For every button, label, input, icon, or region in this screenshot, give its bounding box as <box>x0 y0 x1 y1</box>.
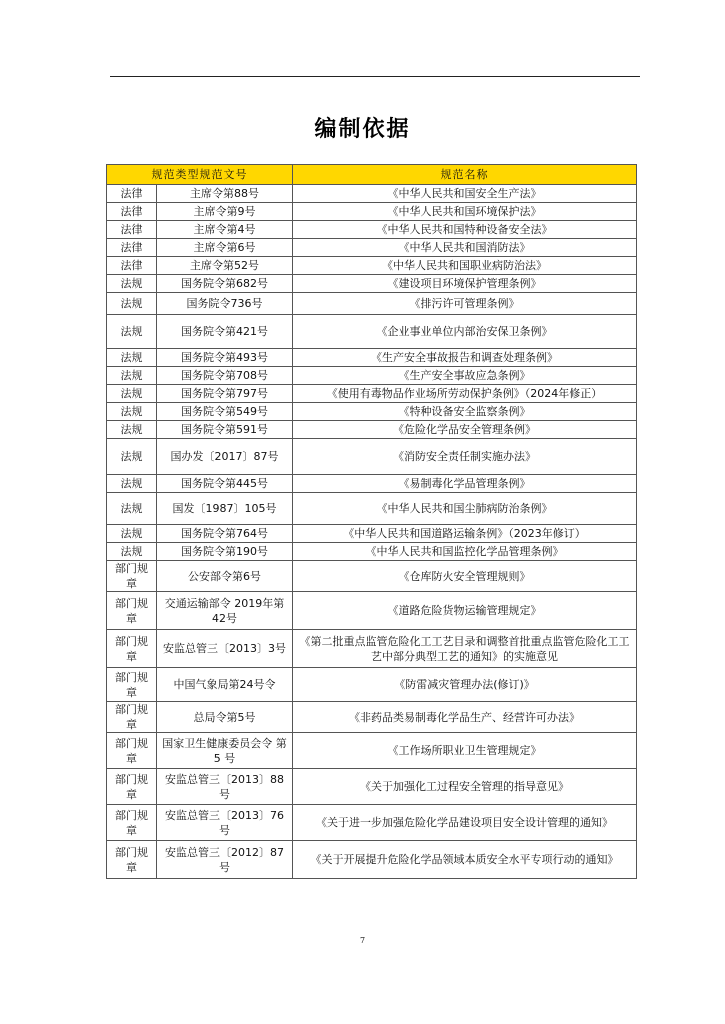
row-docno-cell: 主席令第52号 <box>157 257 293 275</box>
row-type-cell: 部门规章 <box>107 769 157 805</box>
row-docno-cell: 安监总管三〔2012〕87号 <box>157 841 293 879</box>
row-docno-cell: 国办发〔2017〕87号 <box>157 439 293 475</box>
row-name-cell: 《第二批重点监管危险化工工艺目录和调整首批重点监管危险化工工艺中部分典型工艺的通知》的实施意见 <box>293 630 637 668</box>
row-type-cell: 法规 <box>107 367 157 385</box>
table-row <box>107 315 637 349</box>
table-row <box>107 403 637 421</box>
table-row <box>107 561 637 592</box>
row-type-cell: 法规 <box>107 439 157 475</box>
row-type-cell: 法规 <box>107 275 157 293</box>
row-docno-cell: 安监总管三〔2013〕3号 <box>157 630 293 668</box>
page-number: 7 <box>359 936 366 945</box>
row-type-cell: 部门规章 <box>107 561 157 592</box>
row-type-cell: 法规 <box>107 403 157 421</box>
row-docno-cell: 国务院令第190号 <box>157 543 293 561</box>
table-row <box>107 293 637 315</box>
regulations-table <box>106 164 637 879</box>
row-docno-cell: 中国气象局第24号令 <box>157 668 293 702</box>
row-name-cell: 《企业事业单位内部治安保卫条例》 <box>293 315 637 349</box>
row-name-cell: 《危险化学品安全管理条例》 <box>293 421 637 439</box>
table-row <box>107 769 637 805</box>
row-docno-cell: 公安部令第6号 <box>157 561 293 592</box>
row-docno-cell: 交通运输部令 2019年第42号 <box>157 592 293 630</box>
row-docno-cell: 主席令第4号 <box>157 221 293 239</box>
row-docno-cell: 主席令第6号 <box>157 239 293 257</box>
row-type-cell: 部门规章 <box>107 841 157 879</box>
row-docno-cell: 国务院令第445号 <box>157 475 293 493</box>
header-name: 规范名称 <box>293 165 637 185</box>
row-name-cell: 《中华人民共和国职业病防治法》 <box>293 257 637 275</box>
row-type-cell: 法律 <box>107 221 157 239</box>
row-docno-cell: 国务院令736号 <box>157 293 293 315</box>
row-docno-cell: 主席令第9号 <box>157 203 293 221</box>
row-name-cell: 《中华人民共和国消防法》 <box>293 239 637 257</box>
table-row <box>107 221 637 239</box>
row-name-cell: 《中华人民共和国特种设备安全法》 <box>293 221 637 239</box>
row-name-cell: 《易制毒化学品管理条例》 <box>293 475 637 493</box>
header-type-docno: 规范类型规范文号 <box>107 165 293 185</box>
row-name-cell: 《关于加强化工过程安全管理的指导意见》 <box>293 769 637 805</box>
row-docno-cell: 主席令第88号 <box>157 185 293 203</box>
row-docno-cell: 国务院令第797号 <box>157 385 293 403</box>
table-row <box>107 733 637 769</box>
row-type-cell: 法规 <box>107 349 157 367</box>
table-row <box>107 349 637 367</box>
table-row <box>107 668 637 702</box>
row-docno-cell: 安监总管三〔2013〕88号 <box>157 769 293 805</box>
table-row <box>107 203 637 221</box>
row-type-cell: 法规 <box>107 293 157 315</box>
row-name-cell: 《中华人民共和国监控化学品管理条例》 <box>293 543 637 561</box>
row-docno-cell: 国务院令第708号 <box>157 367 293 385</box>
row-name-cell: 《防雷减灾管理办法(修订)》 <box>293 668 637 702</box>
row-name-cell: 《关于进一步加强危险化学品建设项目安全设计管理的通知》 <box>293 805 637 841</box>
table-row <box>107 805 637 841</box>
row-docno-cell: 国家卫生健康委员会令 第 5 号 <box>157 733 293 769</box>
row-type-cell: 法律 <box>107 257 157 275</box>
row-type-cell: 部门规章 <box>107 592 157 630</box>
row-type-cell: 部门规章 <box>107 630 157 668</box>
row-type-cell: 部门规章 <box>107 733 157 769</box>
row-type-cell: 法规 <box>107 421 157 439</box>
row-type-cell: 部门规章 <box>107 702 157 733</box>
row-docno-cell: 国务院令第682号 <box>157 275 293 293</box>
row-name-cell: 《仓库防火安全管理规则》 <box>293 561 637 592</box>
table-row <box>107 275 637 293</box>
row-name-cell: 《使用有毒物品作业场所劳动保护条例》（2024年修正） <box>293 385 637 403</box>
row-docno-cell: 总局令第5号 <box>157 702 293 733</box>
row-docno-cell: 安监总管三〔2013〕76号 <box>157 805 293 841</box>
row-name-cell: 《排污许可管理条例》 <box>293 293 637 315</box>
row-type-cell: 法规 <box>107 315 157 349</box>
table-row <box>107 475 637 493</box>
row-type-cell: 法规 <box>107 543 157 561</box>
row-type-cell: 法律 <box>107 185 157 203</box>
row-type-cell: 部门规章 <box>107 805 157 841</box>
row-name-cell: 《建设项目环境保护管理条例》 <box>293 275 637 293</box>
row-type-cell: 法规 <box>107 493 157 525</box>
table-row <box>107 239 637 257</box>
table-row <box>107 385 637 403</box>
row-name-cell: 《消防安全责任制实施办法》 <box>293 439 637 475</box>
table-row <box>107 630 637 668</box>
table-row <box>107 543 637 561</box>
row-docno-cell: 国务院令第549号 <box>157 403 293 421</box>
row-docno-cell: 国务院令第591号 <box>157 421 293 439</box>
table-row <box>107 525 637 543</box>
row-type-cell: 部门规章 <box>107 668 157 702</box>
table-row <box>107 493 637 525</box>
row-docno-cell: 国发〔1987〕105号 <box>157 493 293 525</box>
row-type-cell: 法规 <box>107 525 157 543</box>
table-header-row <box>107 165 637 185</box>
row-name-cell: 《生产安全事故报告和调查处理条例》 <box>293 349 637 367</box>
row-name-cell: 《中华人民共和国道路运输条例》（2023年修订） <box>293 525 637 543</box>
row-name-cell: 《中华人民共和国尘肺病防治条例》 <box>293 493 637 525</box>
row-name-cell: 《道路危险货物运输管理规定》 <box>293 592 637 630</box>
page-title: 编制依据 <box>314 117 411 142</box>
table-row <box>107 185 637 203</box>
row-name-cell: 《中华人民共和国安全生产法》 <box>293 185 637 203</box>
row-name-cell: 《关于开展提升危险化学品领域本质安全水平专项行动的通知》 <box>293 841 637 879</box>
row-name-cell: 《工作场所职业卫生管理规定》 <box>293 733 637 769</box>
row-type-cell: 法规 <box>107 385 157 403</box>
row-docno-cell: 国务院令第493号 <box>157 349 293 367</box>
table-row <box>107 421 637 439</box>
row-type-cell: 法律 <box>107 239 157 257</box>
row-name-cell: 《特种设备安全监察条例》 <box>293 403 637 421</box>
row-name-cell: 《生产安全事故应急条例》 <box>293 367 637 385</box>
row-docno-cell: 国务院令第764号 <box>157 525 293 543</box>
row-type-cell: 法律 <box>107 203 157 221</box>
row-name-cell: 《中华人民共和国环境保护法》 <box>293 203 637 221</box>
row-type-cell: 法规 <box>107 475 157 493</box>
row-docno-cell: 国务院令第421号 <box>157 315 293 349</box>
table-row <box>107 841 637 879</box>
table-row <box>107 257 637 275</box>
table-row <box>107 702 637 733</box>
table-row <box>107 439 637 475</box>
table-row <box>107 367 637 385</box>
row-name-cell: 《非药品类易制毒化学品生产、经营许可办法》 <box>293 702 637 733</box>
table-row <box>107 592 637 630</box>
header-rule <box>110 76 640 77</box>
